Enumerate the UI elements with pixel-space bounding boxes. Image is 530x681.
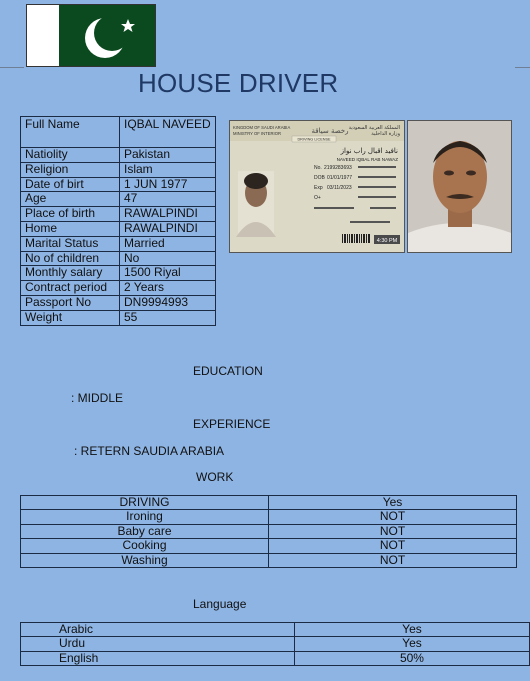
language-value: Yes xyxy=(294,623,529,637)
detail-row xyxy=(21,177,216,192)
license-type-ar: رخصة سياقة xyxy=(311,127,349,135)
crescent-star-icon xyxy=(59,5,155,66)
detail-label: No of children xyxy=(21,251,120,266)
detail-row xyxy=(21,266,216,281)
license-no-value: 2199283693 xyxy=(324,165,352,171)
language-name: English xyxy=(21,651,295,665)
work-value: NOT xyxy=(269,553,517,567)
table-row xyxy=(21,510,517,524)
table-row xyxy=(21,524,517,538)
work-skill: DRIVING xyxy=(21,496,269,510)
personal-details-table xyxy=(20,116,216,326)
work-value: NOT xyxy=(269,510,517,524)
license-card-graphic xyxy=(230,121,404,252)
detail-label: Marital Status xyxy=(21,236,120,251)
header-rule-left xyxy=(0,67,24,68)
detail-value: No xyxy=(120,251,216,266)
detail-label: Date of birt xyxy=(21,177,120,192)
detail-value: 55 xyxy=(120,310,216,325)
work-skill: Ironing xyxy=(21,510,269,524)
license-exp-label: Exp xyxy=(314,185,323,191)
detail-row xyxy=(21,207,216,222)
license-exp-value: 03/11/2023 xyxy=(327,185,352,191)
flag-green-field xyxy=(59,5,155,66)
detail-label: Age xyxy=(21,192,120,207)
header-rule-right xyxy=(515,67,530,68)
table-row xyxy=(21,496,517,510)
experience-value: : RETERN SAUDIA ARABIA xyxy=(74,444,225,458)
detail-value: 1500 Riyal xyxy=(120,266,216,281)
detail-value: Islam xyxy=(120,162,216,177)
detail-value: 47 xyxy=(120,192,216,207)
detail-row xyxy=(21,281,216,296)
detail-row xyxy=(21,251,216,266)
license-dob-value: 01/01/1977 xyxy=(327,175,353,181)
detail-value: Married xyxy=(120,236,216,251)
license-name-ar: نافيد اقبال راب نواز xyxy=(340,147,398,155)
detail-label: Monthly salary xyxy=(21,266,120,281)
experience-heading: EXPERIENCE xyxy=(193,417,271,431)
detail-row xyxy=(21,310,216,325)
detail-row xyxy=(21,236,216,251)
license-name-en: NAVEED IQBAL RAB NAWAZ xyxy=(336,157,398,162)
table-row xyxy=(21,539,517,553)
detail-label: Passport No xyxy=(21,295,120,310)
detail-label: Contract period xyxy=(21,281,120,296)
page-title: HOUSE DRIVER xyxy=(138,68,339,98)
language-name: Urdu xyxy=(21,637,295,651)
education-value: : MIDDLE xyxy=(71,391,124,405)
flag-white-band xyxy=(27,5,59,66)
portrait-graphic xyxy=(408,121,511,252)
license-ministry-ar: وزارة الداخلية xyxy=(371,131,400,137)
education-heading: EDUCATION xyxy=(193,364,263,378)
work-heading: WORK xyxy=(196,470,234,484)
detail-label: Home xyxy=(21,221,120,236)
work-skill: Baby care xyxy=(21,524,269,538)
work-value: NOT xyxy=(269,524,517,538)
detail-label: Religion xyxy=(21,162,120,177)
detail-row xyxy=(21,295,216,310)
license-blood-label: O+ xyxy=(314,195,321,201)
license-issuer-en: KINGDOM OF SAUDI ARABIA xyxy=(233,125,291,130)
detail-label: Natiolity xyxy=(21,148,120,163)
license-type-en: DRIVING LICENSE xyxy=(297,137,331,142)
license-issuer-ar: المملكة العربية السعودية xyxy=(348,125,400,131)
portrait-photo xyxy=(407,120,512,253)
work-skills-table xyxy=(20,495,517,568)
detail-row xyxy=(21,162,216,177)
pakistan-flag xyxy=(26,4,156,67)
table-row xyxy=(21,651,530,665)
language-value: 50% xyxy=(294,651,529,665)
language-value: Yes xyxy=(294,637,529,651)
detail-label: Weight xyxy=(21,310,120,325)
detail-value: 1 JUN 1977 xyxy=(120,177,216,192)
detail-value: RAWALPINDI xyxy=(120,207,216,222)
detail-value: RAWALPINDI xyxy=(120,221,216,236)
license-no-label: No. xyxy=(314,165,322,171)
work-value: NOT xyxy=(269,539,517,553)
license-dob-label: DOB xyxy=(314,175,325,181)
detail-value: IQBAL NAVEED xyxy=(120,117,216,148)
detail-value: DN9994993 xyxy=(120,295,216,310)
detail-value: 2 Years xyxy=(120,281,216,296)
table-row xyxy=(21,553,517,567)
language-name: Arabic xyxy=(21,623,295,637)
language-heading: Language xyxy=(193,597,247,611)
detail-row xyxy=(21,221,216,236)
license-ministry-en: MINISTRY OF INTERIOR xyxy=(233,131,282,136)
detail-row xyxy=(21,117,216,148)
detail-row xyxy=(21,148,216,163)
table-row xyxy=(21,637,530,651)
table-row xyxy=(21,623,530,637)
language-table xyxy=(20,622,530,666)
work-skill: Cooking xyxy=(21,539,269,553)
detail-value: Pakistan xyxy=(120,148,216,163)
work-value: Yes xyxy=(269,496,517,510)
detail-label: Full Name xyxy=(21,117,120,148)
work-skill: Washing xyxy=(21,553,269,567)
detail-row xyxy=(21,192,216,207)
detail-label: Place of birth xyxy=(21,207,120,222)
license-time-stamp: 4:30 PM xyxy=(376,238,398,244)
driving-license-image xyxy=(229,120,405,253)
